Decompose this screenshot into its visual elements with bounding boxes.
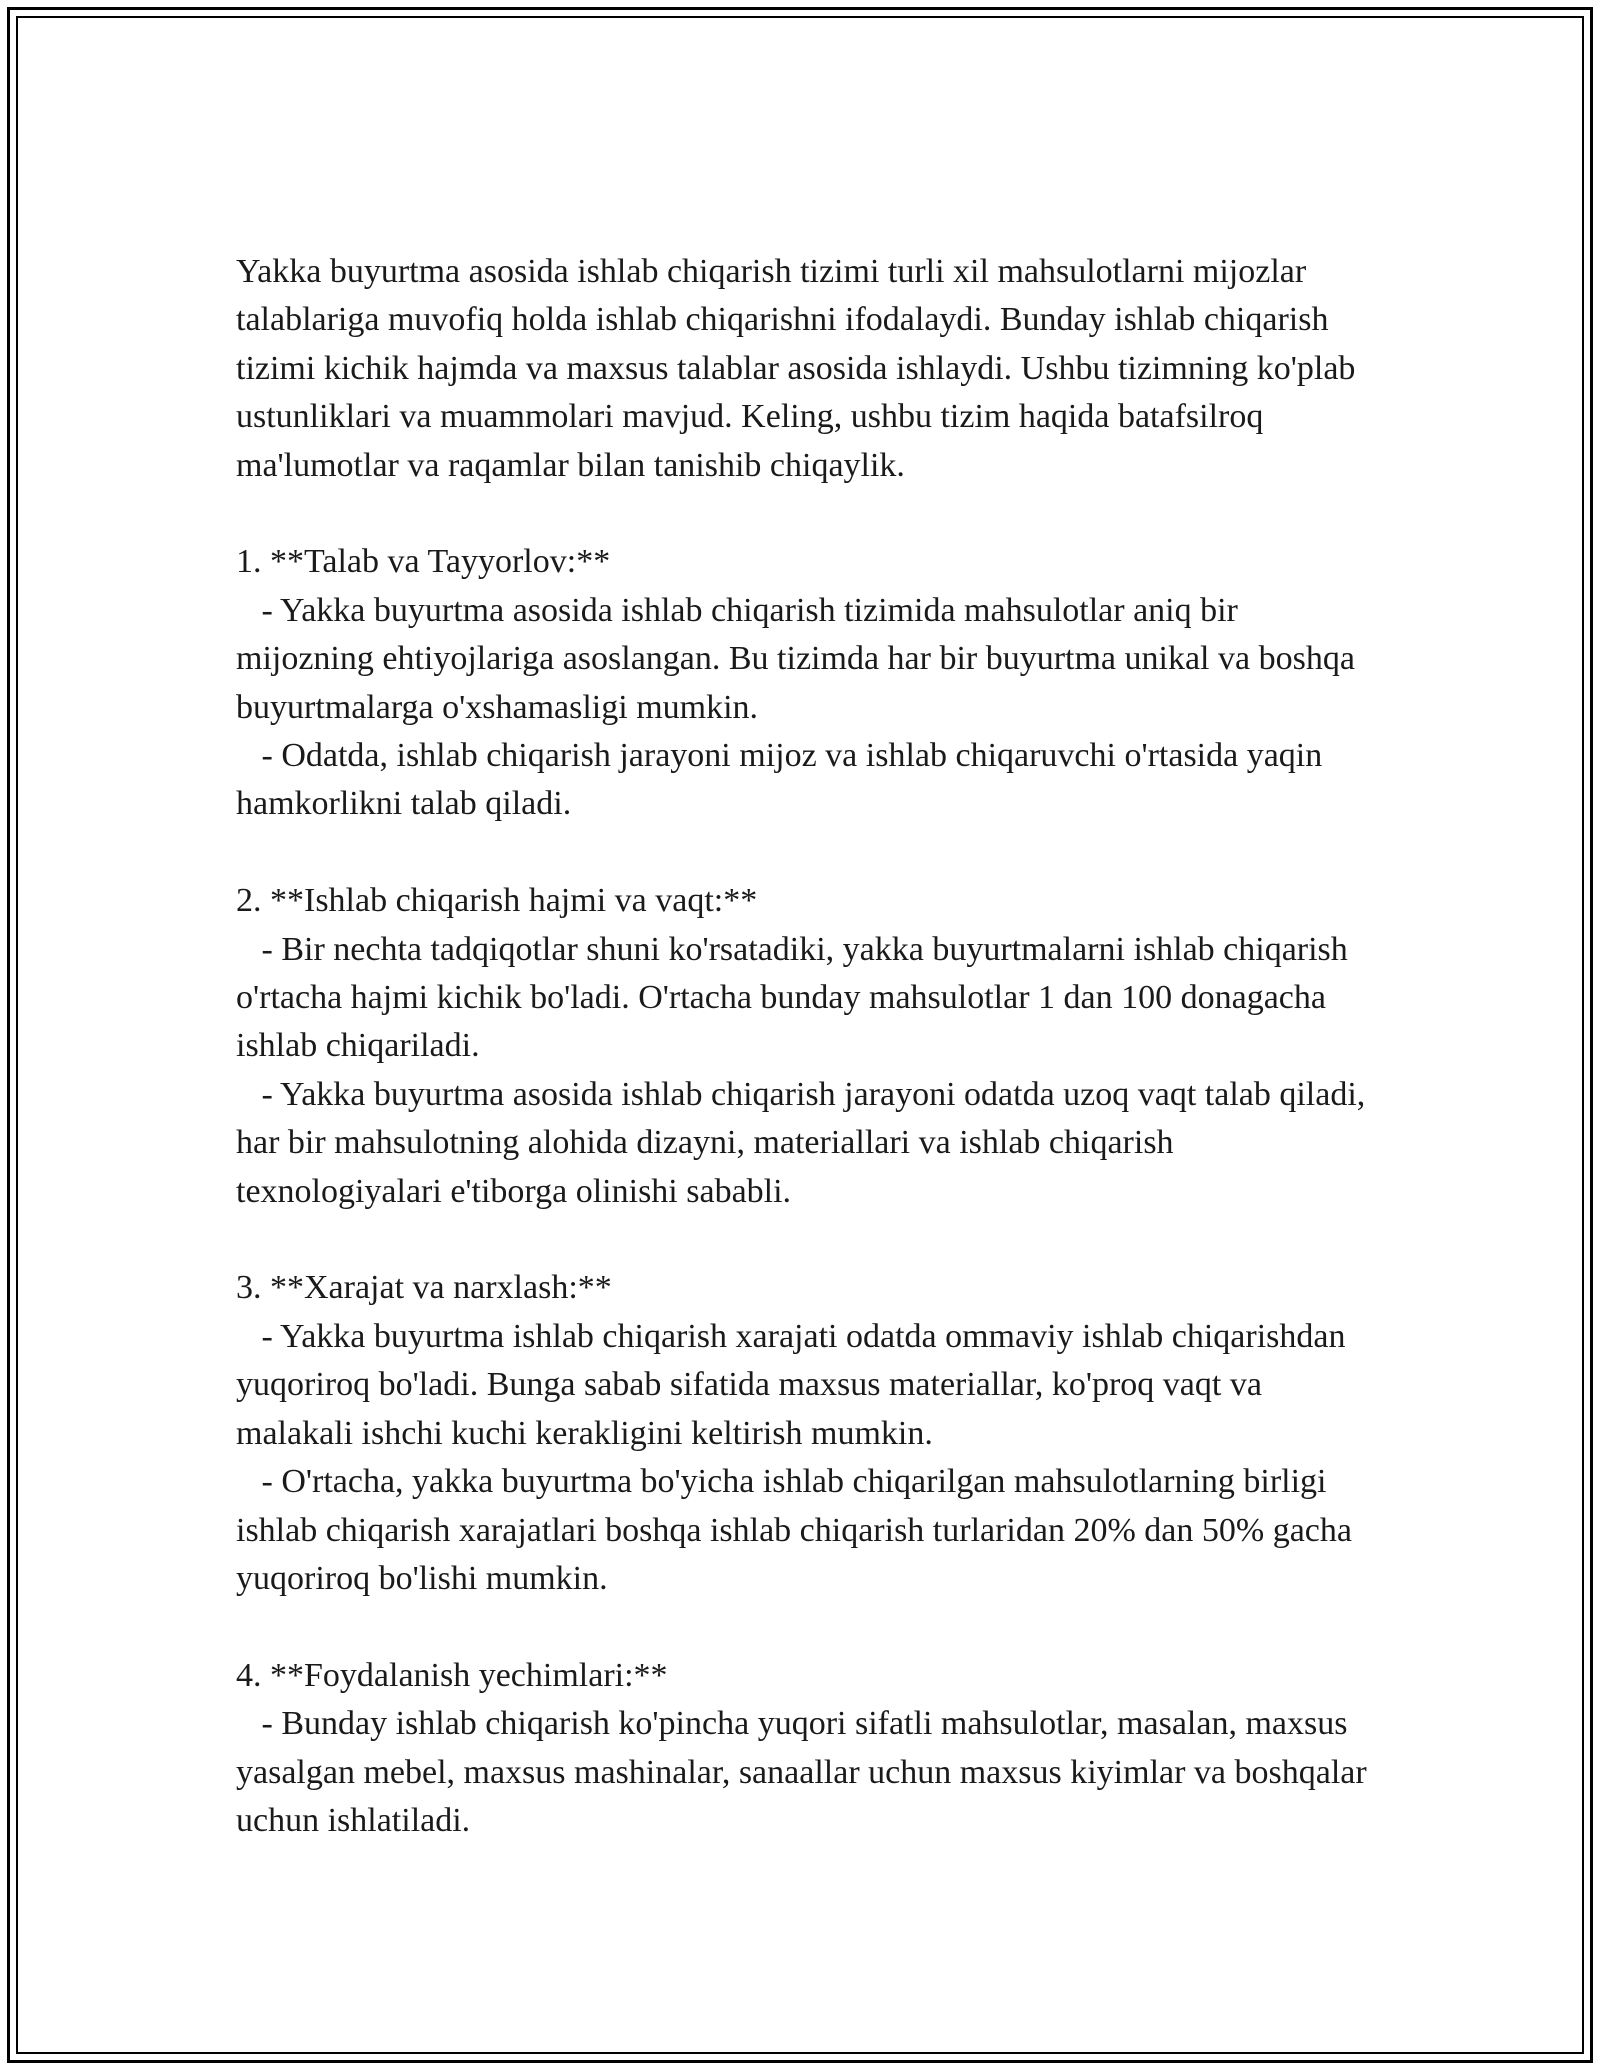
intro-paragraph: Yakka buyurtma asosida ishlab chiqarish tizimi turli xil mahsulotlarni mijozlar talablariga muvofiq holda ishlab chiqarishni ifodalaydi. Bunday ishlab chiqarish tizimi kichik hajmda va maxsus talablar asosida ishlaydi. Ushbu tizimning ko'plab ustunliklari va muammolari mavjud. Keling, ushbu tizim haqida batafsilroq ma'lumotlar va raqamlar bilan tanishib chiqaylik.	[236, 253, 1364, 484]
list-item: - Yakka buyurtma asosida ishlab chiqarish jarayoni odatda uzoq vaqt talab qiladi, har bir mahsulotning alohida dizayni, materiallari va ishlab chiqarish texnologiyalari e'tiborga olinishi sababli.	[236, 1075, 1374, 1210]
list-item: - Bunday ishlab chiqarish ko'pincha yuqori sifatli mahsulotlar, masalan, maxsus yasalgan mebel, maxsus mashinalar, sanaallar uchun maxsus kiyimlar va boshqalar uchun ishlatiladi.	[236, 1705, 1376, 1839]
spacer	[236, 829, 1376, 877]
list-item: - Yakka buyurtma ishlab chiqarish xarajati odatda ommaviy ishlab chiqarishdan yuqoriroq bo'ladi. Bunga sabab sifatida maxsus materiallar, ko'proq vaqt va malakali ishchi kuchi kerakligini keltirish mumkin.	[236, 1317, 1354, 1452]
list-item: - Odatda, ishlab chiqarish jarayoni mijoz va ishlab chiqaruvchi o'rtasida yaqin hamkorlikni talab qiladi.	[236, 737, 1331, 823]
section-talab-va-tayyorlov	[236, 538, 1376, 828]
section-xarajat-va-narxlash	[236, 1264, 1376, 1603]
spacer	[236, 490, 1376, 538]
section-heading: 1. **Talab va Tayyorlov:**	[236, 543, 611, 581]
section-ishlab-chiqarish-hajmi	[236, 877, 1376, 1216]
spacer	[236, 1216, 1376, 1264]
list-item: - O'rtacha, yakka buyurtma bo'yicha ishlab chiqarilgan mahsulotlarning birligi ishlab chiqarish xarajatlari boshqa ishlab chiqarish turlaridan 20% dan 50% gacha yuqoriroq bo'lishi mumkin.	[236, 1463, 1361, 1597]
section-heading: 3. **Xarajat va narxlash:**	[236, 1269, 612, 1307]
section-heading: 4. **Foydalanish yechimlari:**	[236, 1656, 668, 1694]
spacer	[236, 1603, 1376, 1651]
list-item: - Yakka buyurtma asosida ishlab chiqarish tizimida mahsulotlar aniq bir mijozning ehtiyojlariga asoslangan. Bu tizimda har bir buyurtma unikal va boshqa buyurtmalarga o'xshamasligi mumkin.	[236, 591, 1364, 726]
section-foydalanish-yechimlari	[236, 1652, 1376, 1846]
section-heading: 2. **Ishlab chiqarish hajmi va vaqt:**	[236, 882, 758, 920]
document-body	[236, 248, 1376, 1845]
list-item: - Bir nechta tadqiqotlar shuni ko'rsatadiki, yakka buyurtmalarni ishlab chiqarish o'rtacha hajmi kichik bo'ladi. O'rtacha bunday mahsulotlar 1 dan 100 donagacha ishlab chiqariladi.	[236, 930, 1357, 1065]
